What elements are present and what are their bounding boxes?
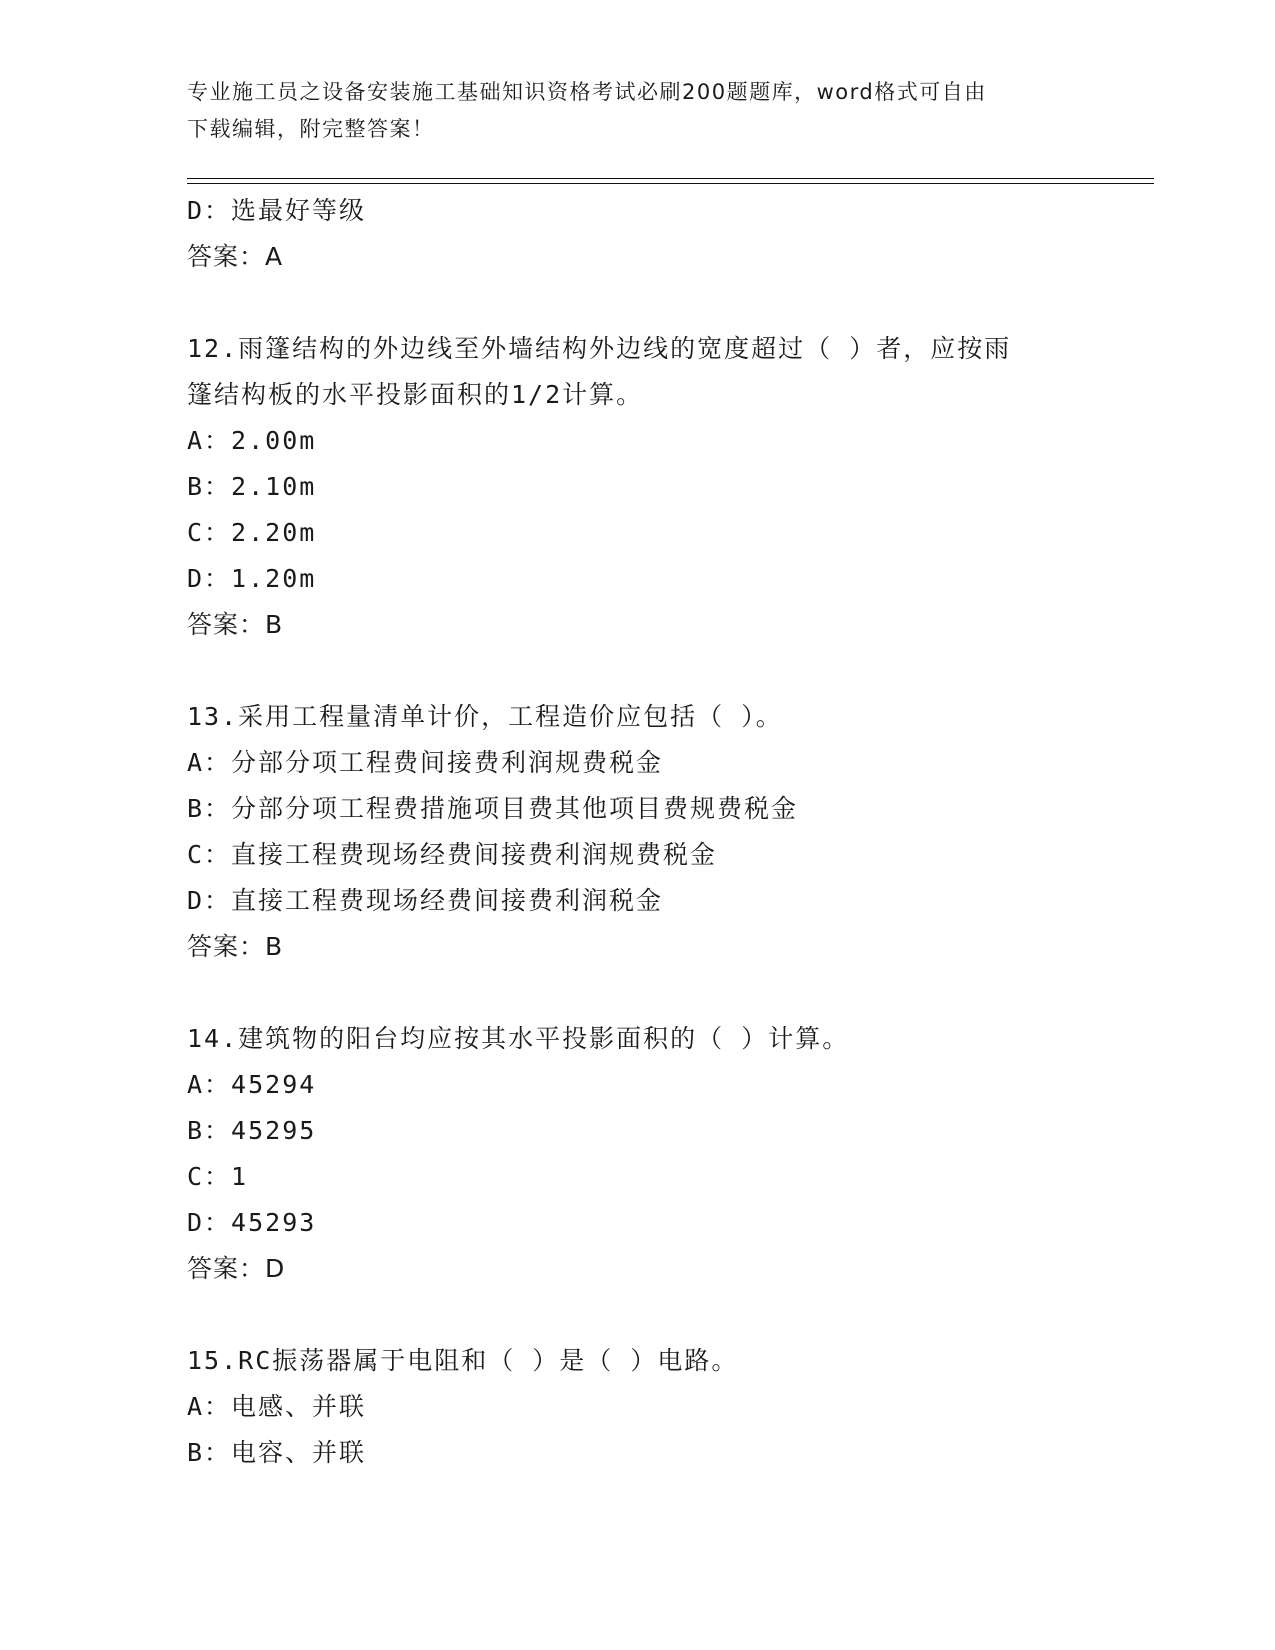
answer-line: 答案：A [187, 242, 284, 271]
answer-line: 答案：B [187, 932, 284, 961]
option-b: B：45295 [187, 1116, 317, 1145]
option-d: D：1.20m [187, 564, 317, 593]
question-list [187, 188, 1147, 1476]
question-stem-line-1: 14.建筑物的阳台均应按其水平投影面积的（ ）计算。 [187, 1024, 850, 1053]
option-c: C：直接工程费现场经费间接费利润规费税金 [187, 840, 718, 869]
spacer [187, 280, 1147, 326]
header-title-line-2: 下载编辑，附完整答案！ [187, 117, 435, 141]
option-b: B：电容、并联 [187, 1438, 367, 1467]
option-c: C：2.20m [187, 518, 317, 547]
question-14 [187, 1016, 1147, 1292]
question-15 [187, 1338, 1147, 1476]
question-12 [187, 326, 1147, 648]
header-divider-top [187, 178, 1154, 179]
option-a: A：电感、并联 [187, 1392, 367, 1421]
option-d: D：选最好等级 [187, 196, 367, 225]
answer-line: 答案：B [187, 610, 284, 639]
header-title-line-1: 专业施工员之设备安装施工基础知识资格考试必刷200题题库，word格式可自由 [187, 80, 987, 104]
spacer [187, 1292, 1147, 1338]
option-d: D：直接工程费现场经费间接费利润税金 [187, 886, 664, 915]
question-13 [187, 694, 1147, 970]
option-a: A：2.00m [187, 426, 317, 455]
option-c: C：1 [187, 1162, 249, 1191]
option-a: A：45294 [187, 1070, 317, 1099]
question-11 [187, 188, 1147, 280]
option-d: D：45293 [187, 1208, 317, 1237]
question-stem-line-2: 篷结构板的水平投影面积的1/2计算。 [187, 380, 644, 409]
question-stem-line-1: 15.RC振荡器属于电阻和（ ）是（ ）电路。 [187, 1346, 739, 1375]
document-header [187, 74, 1087, 148]
spacer [187, 648, 1147, 694]
question-stem-line-1: 13.采用工程量清单计价，工程造价应包括（ ）。 [187, 702, 783, 731]
option-b: B：分部分项工程费措施项目费其他项目费规费税金 [187, 794, 799, 823]
option-b: B：2.10m [187, 472, 317, 501]
header-divider-bottom [187, 183, 1154, 184]
option-a: A：分部分项工程费间接费利润规费税金 [187, 748, 664, 777]
question-stem-line-1: 12.雨篷结构的外边线至外墙结构外边线的宽度超过（ ）者，应按雨 [187, 334, 1012, 363]
spacer [187, 970, 1147, 1016]
answer-line: 答案：D [187, 1254, 286, 1283]
